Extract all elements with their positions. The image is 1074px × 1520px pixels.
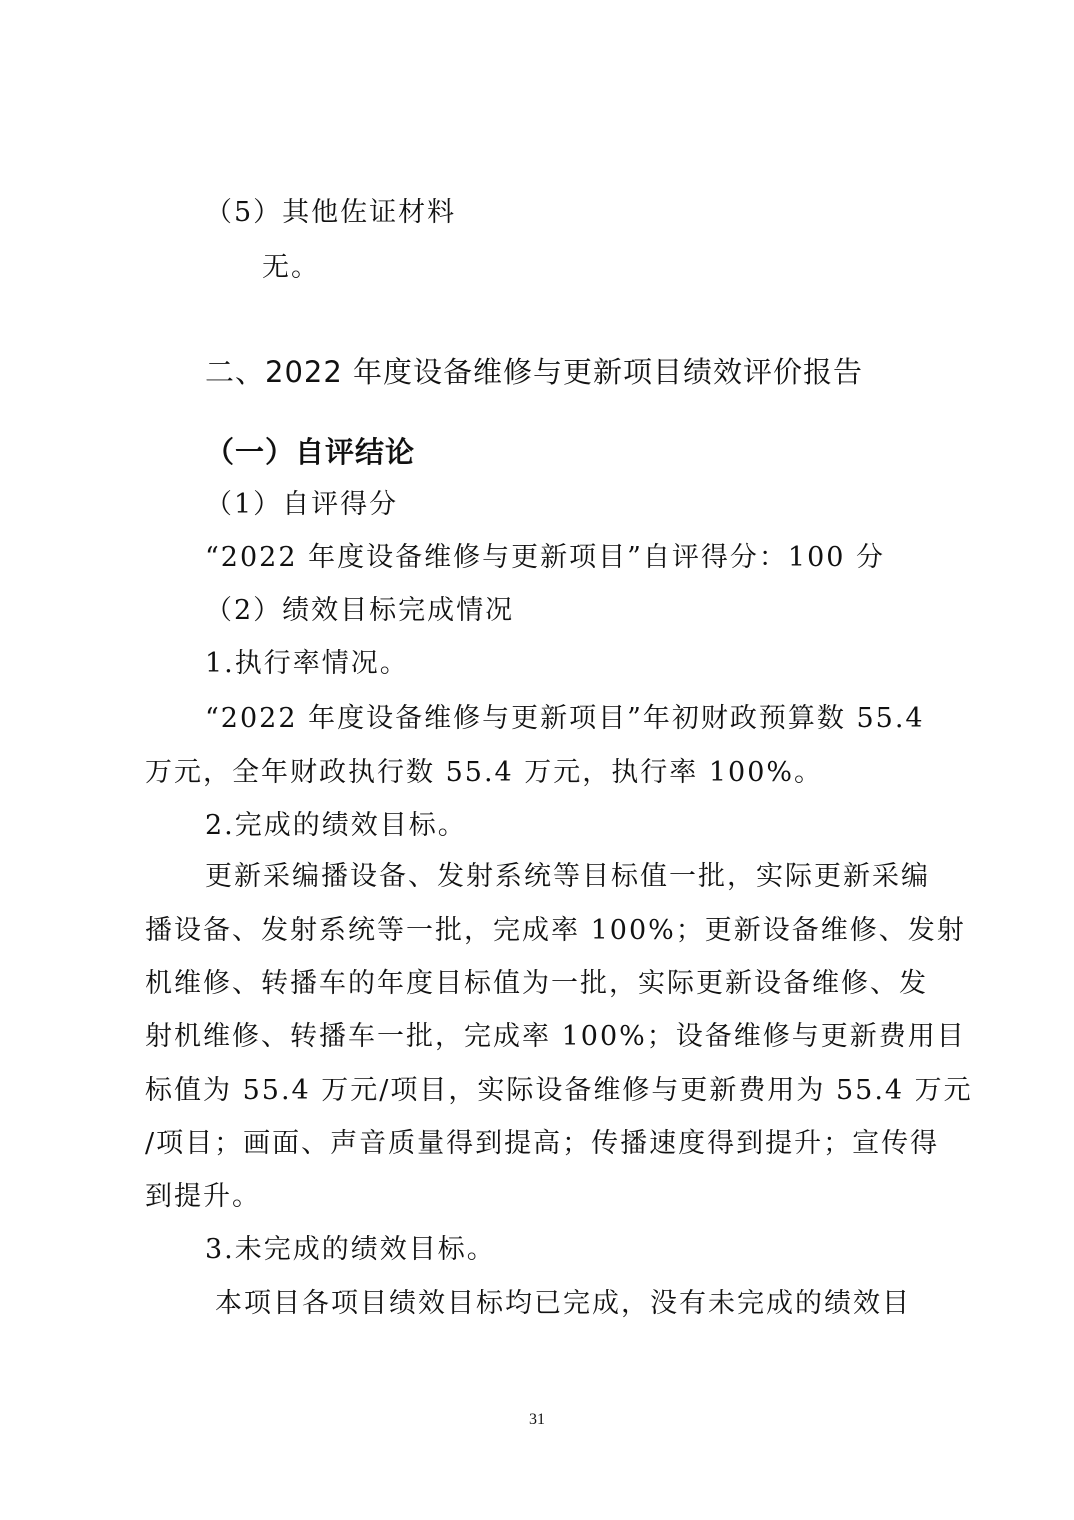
paragraph-line: 射机维修、转播车一批，完成率 100%；设备维修与更新费用目 [145,1021,966,1052]
paragraph-line: 到提升。 [145,1181,261,1212]
self-score-text: “2022 年度设备维修与更新项目”自评得分：100 分 [205,542,886,573]
item-completed-goals: 2.完成的绩效目标。 [205,810,467,841]
paragraph-line: 标值为 55.4 万元/项目，实际设备维修与更新费用为 55.4 万元 [145,1075,973,1106]
item-execution-rate: 1.执行率情况。 [205,648,409,679]
item-goal-completion: （2）绩效目标完成情况 [205,595,515,626]
page-number: 31 [529,1411,545,1428]
paragraph-line: 万元，全年财政执行数 55.4 万元，执行率 100%。 [145,757,824,788]
item-self-score: （1）自评得分 [205,489,399,520]
item-other-evidence: （5）其他佐证材料 [205,197,457,228]
item-none-text: 无。 [262,252,320,283]
paragraph-line: “2022 年度设备维修与更新项目”年初财政预算数 55.4 [205,703,925,734]
subsection-title: （一）自评结论 [205,435,416,469]
paragraph-line: 更新采编播设备、发射系统等目标值一批，实际更新采编 [205,861,930,892]
paragraph-line: /项目；画面、声音质量得到提高；传播速度得到提升；宣传得 [145,1128,940,1159]
paragraph-line: 机维修、转播车的年度目标值为一批，实际更新设备维修、发 [145,968,928,999]
paragraph-line: 播设备、发射系统等一批，完成率 100%；更新设备维修、发射 [145,915,966,946]
paragraph-line: 本项目各项目绩效目标均已完成，没有未完成的绩效目 [215,1288,911,1319]
section-title: 二、2022 年度设备维修与更新项目绩效评价报告 [205,355,864,389]
item-uncompleted-goals: 3.未完成的绩效目标。 [205,1234,496,1265]
